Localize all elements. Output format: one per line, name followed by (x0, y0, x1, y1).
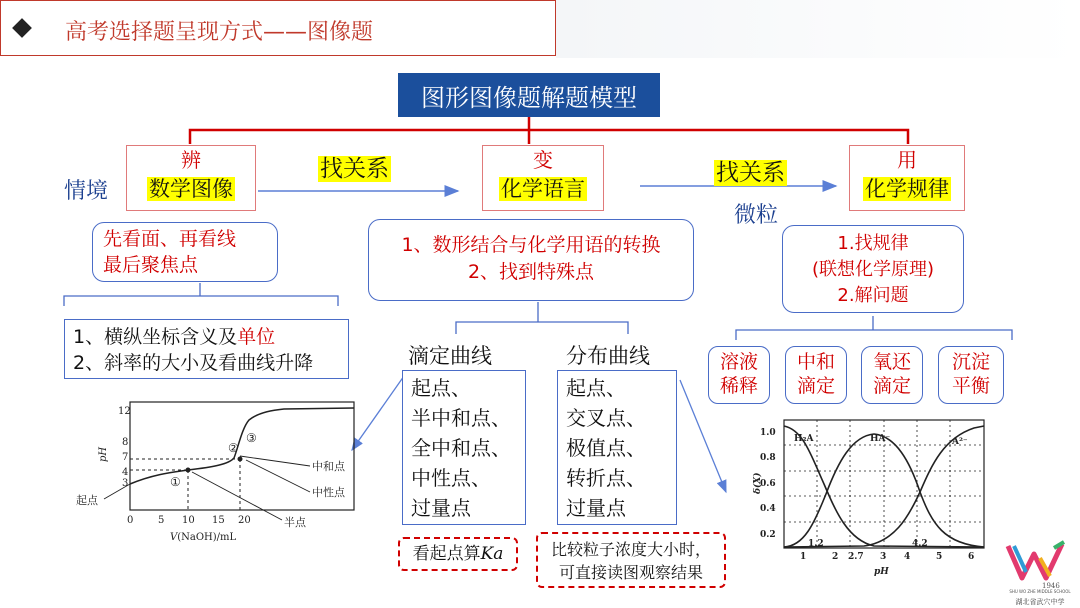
special-tick: 1.2 (808, 539, 824, 549)
annotation: 中性点 (312, 486, 345, 499)
x-tick: 5 (936, 552, 943, 562)
x-tick: 6 (968, 552, 975, 562)
titration-item: 中性点、 (411, 466, 491, 490)
distribution-item: 过量点 (566, 496, 626, 520)
y-label: δ(X) (753, 472, 763, 494)
marker: ③ (246, 431, 257, 445)
annotation: 起点 (76, 494, 98, 507)
distribution-title: 分布曲线 (566, 344, 650, 368)
marker: ② (228, 441, 239, 455)
marker: ① (170, 475, 181, 489)
distribution-item: 转折点、 (566, 466, 646, 490)
y-tick: 12 (118, 406, 131, 417)
arrow1-label: 找关系 (320, 156, 389, 182)
titration-tip: 看起点算Ka (398, 537, 518, 571)
chip-neutralization: 中和 滴定 (785, 346, 847, 404)
y-tick: 3 (122, 478, 129, 489)
y-tick: 0.6 (760, 479, 776, 489)
right-note-box (782, 225, 964, 313)
y-tick: 0.2 (760, 530, 776, 540)
annotation: 中和点 (312, 460, 345, 473)
header-title: 高考选择题呈现方式——图像题 (65, 20, 374, 45)
y-tick: 8 (122, 437, 129, 448)
mid-note-box (368, 219, 694, 301)
x-tick: 5 (158, 515, 165, 526)
x-tick: 1 (800, 552, 807, 562)
right-note-line2: (联想化学原理) (811, 259, 935, 280)
series-label: HA⁻ (870, 434, 891, 444)
x-tick: 20 (238, 515, 251, 526)
right-note-line3: 2.解问题 (837, 285, 909, 306)
mid-note-line2: 2、找到特殊点 (467, 261, 595, 283)
special-tick: 2.7 (848, 552, 864, 562)
distribution-item: 起点、 (566, 376, 626, 400)
distribution-tip: 比较粒子浓度大小时， 可直接读图观察结果 (536, 532, 726, 588)
y-tick: 4 (122, 467, 129, 478)
y-tick: 0.4 (760, 504, 776, 514)
micro-label: 微粒 (734, 203, 779, 228)
chip-redox: 氧还 滴定 (861, 346, 923, 404)
x-label: pH (874, 567, 889, 577)
titration-title: 滴定曲线 (408, 344, 492, 368)
mid-note-line1: 1、数形结合与化学用语的转换 (401, 234, 661, 256)
apply-top: 用 (897, 148, 917, 172)
x-label: V(NaOH)/mL (170, 532, 237, 543)
apply-box (849, 145, 965, 211)
series-label: A²⁻ (952, 437, 968, 447)
left-note-line1: 先看面、再看线 (103, 228, 237, 250)
x-tick: 0 (127, 515, 134, 526)
annotation: 半点 (284, 516, 306, 529)
chip-dilution: 溶液 稀释 (708, 346, 770, 404)
y-tick: 0.8 (760, 453, 776, 463)
distribution-chart (744, 414, 994, 579)
titration-item: 全中和点、 (411, 436, 511, 460)
x-tick: 4 (904, 552, 911, 562)
model-title: 图形图像题解题模型 (398, 73, 660, 117)
identify-box (126, 145, 256, 211)
left-list-line1: 1、横纵坐标含义及单位 (73, 326, 276, 348)
titration-item: 半中和点、 (411, 406, 511, 430)
identify-main: 数学图像 (149, 177, 233, 201)
x-tick: 2 (832, 552, 839, 562)
logo-year: 1946 (1042, 582, 1060, 590)
x-tick: 3 (880, 552, 887, 562)
left-note-line2: 最后聚焦点 (103, 254, 199, 276)
x-tick: 10 (182, 515, 195, 526)
apply-main: 化学规律 (865, 177, 949, 201)
logo-cn: 湖北省武穴中学 (1015, 598, 1065, 606)
transform-top: 变 (533, 148, 553, 172)
half-point (186, 468, 191, 473)
transform-main: 化学语言 (501, 177, 585, 201)
x-tick: 15 (212, 515, 225, 526)
titration-item: 起点、 (411, 376, 471, 400)
distribution-item: 交叉点、 (566, 406, 646, 430)
identify-top: 辨 (181, 148, 201, 172)
distribution-list (557, 370, 677, 525)
left-note-box (92, 222, 278, 282)
logo-en: SHU WO ZHE MIDDLE SCHOOL (1009, 589, 1071, 594)
chip-precipitation: 沉淀 平衡 (938, 346, 1004, 404)
y-tick: 7 (122, 452, 129, 463)
titration-list (402, 370, 526, 525)
y-tick: 1.0 (760, 428, 776, 438)
right-note-line1: 1.找规律 (837, 233, 909, 254)
neutral-point (238, 457, 243, 462)
titration-chart (74, 398, 364, 548)
series-label: H₂A (794, 434, 814, 444)
transform-box (482, 145, 604, 211)
y-label: pH (98, 446, 109, 462)
situation-label: 情境 (64, 179, 109, 204)
left-list-box (64, 319, 349, 379)
arrow2-label: 找关系 (716, 160, 785, 186)
titration-item: 过量点 (411, 496, 471, 520)
left-list-line2: 2、斜率的大小及看曲线升降 (73, 352, 314, 374)
distribution-item: 极值点、 (566, 436, 646, 460)
school-logo (1004, 538, 1074, 604)
special-tick: 4.2 (912, 539, 928, 549)
